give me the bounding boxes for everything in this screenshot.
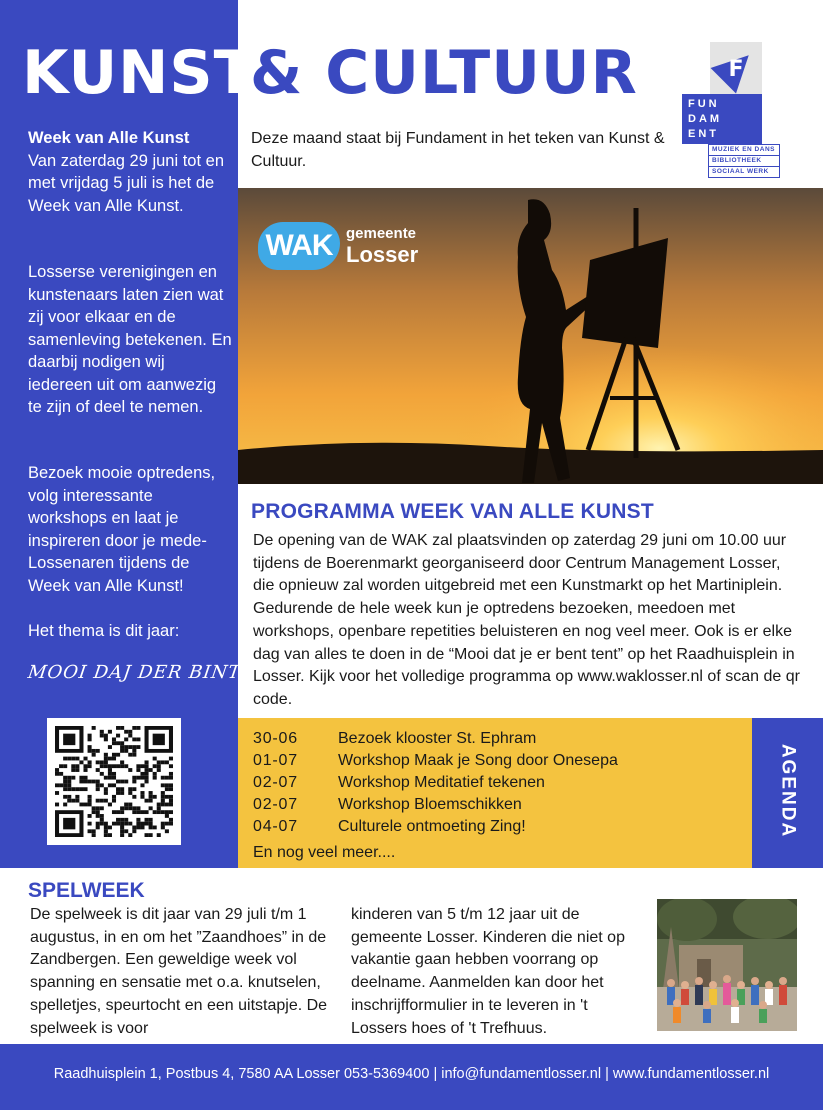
sidebar-slogan: MOOI DAJ DER BINT! xyxy=(26,662,251,683)
agenda-item xyxy=(253,794,522,816)
logo-line-bibliotheek: BIBLIOTHEEK xyxy=(708,155,780,167)
agenda-item xyxy=(253,750,618,772)
agenda-more: En nog veel meer.... xyxy=(253,844,396,861)
sidebar-paragraph-1: Van zaterdag 29 juni tot en met vrijdag 5 juli is het de Week van Alle Kunst. xyxy=(28,151,225,215)
logo-line-muziek: MUZIEK EN DANS xyxy=(708,144,780,156)
intro-text: Deze maand staat bij Fundament in het teken van Kunst & Cultuur. xyxy=(251,130,665,170)
sidebar-paragraph-3: Bezoek mooie optredens, volg interessante workshops en laat je inspireren door je mede-Lossenaren tijdens de Week van Alle Kunst! xyxy=(28,464,216,595)
spelweek-photo xyxy=(657,899,797,1031)
agenda-event: Culturele ontmoeting Zing! xyxy=(338,818,526,835)
programma-title: PROGRAMMA WEEK VAN ALLE KUNST xyxy=(251,500,654,523)
agenda-date: 02-07 xyxy=(253,796,298,813)
logo-line-sociaal: SOCIAAL WERK xyxy=(708,166,780,178)
sidebar-intro xyxy=(28,127,233,217)
wak-logo-losser: Losser xyxy=(346,242,419,267)
agenda-event: Workshop Maak je Song door Onesepa xyxy=(338,752,618,769)
fundament-logo-icon xyxy=(710,42,762,94)
wak-logo-icon: WAK xyxy=(258,222,340,270)
agenda-event: Workshop Bloemschikken xyxy=(338,796,522,813)
programma-text: De opening van de WAK zal plaatsvinden op zaterdag 29 juni om 10.00 uur tijdens de Boerenmarkt georganiseerd door Centrum Management Losser, die opnieuw zal worden uitgebreid met een Kunstmarkt op het Martiniplein. Gedurende de hele week kun je optredens bezoeken, meedoen met workshops, openbare repetities beluisteren en nog veel meer. Ook is er elke dag van alles te doen in de “Mooi dat je er bent tent” op het Raadhuisplein in Losser. Kijk voor het volledige programma op www.waklosser.nl of scan de qr code. xyxy=(253,532,800,708)
agenda-item xyxy=(253,816,526,838)
spelweek-column-2: kinderen van 5 t/m 12 jaar uit de gemeente Losser. Kinderen die niet op vakantie gaan hebben voorrang op deelname. Aanmelden kan door het inschrijfformulier in te leveren in 't Lossers hoes of 't Trefhuus. xyxy=(351,906,625,1037)
agenda-label: AGENDA xyxy=(777,743,799,839)
title-cultuur: & CULTUUR xyxy=(250,38,638,108)
sidebar-heading: Week van Alle Kunst xyxy=(28,129,190,147)
agenda-date: 30-06 xyxy=(253,730,298,747)
sidebar-paragraph-4: Het thema is dit jaar: xyxy=(28,622,180,640)
agenda-event: Workshop Meditatief tekenen xyxy=(338,774,545,791)
svg-text:F: F xyxy=(728,57,744,82)
agenda-date: 04-07 xyxy=(253,818,298,835)
agenda-item xyxy=(253,772,545,794)
agenda-date: 02-07 xyxy=(253,774,298,791)
title-kunst: KUNST xyxy=(22,38,256,108)
wak-logo-gemeente: gemeente xyxy=(346,225,417,242)
agenda-date: 01-07 xyxy=(253,752,298,769)
footer-contact: Raadhuisplein 1, Postbus 4, 7580 AA Losser 053-5369400 | info@fundamentlosser.nl | www.fundamentlosser.nl xyxy=(53,1066,770,1082)
qr-code-icon xyxy=(55,726,173,837)
spelweek-column-1: De spelweek is dit jaar van 29 juli t/m 1 augustus, in en om het ”Zaandhoes” in de Zandbergen. Een geweldige week vol spanning en sensatie met o.a. knutselen, spelletjes, speurtocht en een uitstapje. De spelweek is voor xyxy=(30,906,328,1037)
agenda-event: Bezoek klooster St. Ephram xyxy=(338,730,537,747)
spelweek-title: SPELWEEK xyxy=(28,879,145,902)
fundament-logo-text: FUN DAM ENT xyxy=(682,94,762,144)
qr-code[interactable] xyxy=(47,718,181,845)
sidebar-paragraph-2: Losserse verenigingen en kunstenaars laten zien wat zij voor elkaar en de samenleving betekenen. En daarbij nodigen wij iedereen uit om aanwezig te zijn of deel te nemen. xyxy=(28,263,232,416)
agenda-item xyxy=(253,728,536,750)
